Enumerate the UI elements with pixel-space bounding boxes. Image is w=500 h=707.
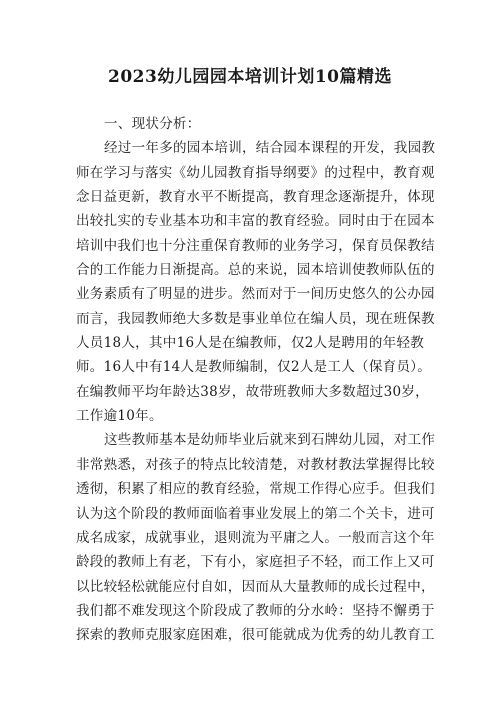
paragraph-line: 师。16人中有14人是教师编制，仅2人是工人（保育员）。: [76, 359, 432, 376]
paragraph-line: 龄段的教师上有老，下有小，家庭担子不轻，而工作上又可: [76, 554, 435, 571]
paragraph-line: 培训中我们也十分注重保育教师的业务学习，保育员保教结: [76, 237, 435, 254]
paragraph-line: 以比较轻松就能应付自如，因而从大量教师的成长过程中，: [76, 578, 435, 595]
paragraph-line: 探索的教师克服家庭困难，很可能就成为优秀的幼儿教育工: [76, 627, 435, 644]
paragraph-line: 人员18人，其中16人是在编教师，仅2人是聘用的年轻教: [76, 335, 425, 352]
paragraph-line: 透彻，积累了相应的教育经验，常规工作得心应手。但我们: [76, 481, 435, 498]
paragraph-line: 经过一年多的园本培训，结合园本课程的开发，我园教: [104, 140, 436, 157]
document-body: [76, 112, 436, 648]
paragraph-line: 师在学习与落实《幼儿园教育指导纲要》的过程中，教育观: [76, 164, 435, 181]
document-title: 2023幼儿园园本培训计划10篇精选: [108, 67, 392, 87]
paragraph-line: 而言，我园教师绝大多数是事业单位在编人员，现在班保教: [76, 310, 435, 327]
paragraph-line: 认为这个阶段的教师面临着事业发展上的第二个关卡，进可: [76, 505, 435, 522]
paragraph-line: 非常熟悉，对孩子的特点比较清楚，对教材教法掌握得比较: [76, 456, 435, 473]
paragraph-line: 念日益更新，教育水平不断提高，教育理念逐渐提升，体现: [76, 189, 435, 206]
paragraph-line: 业务素质有了明显的进步。然而对于一间历史悠久的公办园: [76, 286, 435, 303]
paragraph-line: 成名成家，成就事业，退则流为平庸之人。一般而言这个年: [76, 529, 435, 546]
section-heading: 一、现状分析：: [104, 116, 201, 132]
paragraph-line: 我们都不难发现这个阶段成了教师的分水岭：坚持不懈勇于: [76, 602, 435, 619]
paragraph-line: 这些教师基本是幼师毕业后就来到石牌幼儿园，对工作: [104, 432, 436, 449]
paragraph-line: 在编教师平均年龄达38岁，故带班教师大多数超过30岁，: [76, 383, 429, 400]
paragraph-line: 合的工作能力日渐提高。总的来说，园本培训使教师队伍的: [76, 262, 435, 279]
paragraph-line: 工作逾10年。: [76, 408, 163, 425]
paragraph-line: 出较扎实的专业基本功和丰富的教育经验。同时由于在园本: [76, 213, 435, 230]
